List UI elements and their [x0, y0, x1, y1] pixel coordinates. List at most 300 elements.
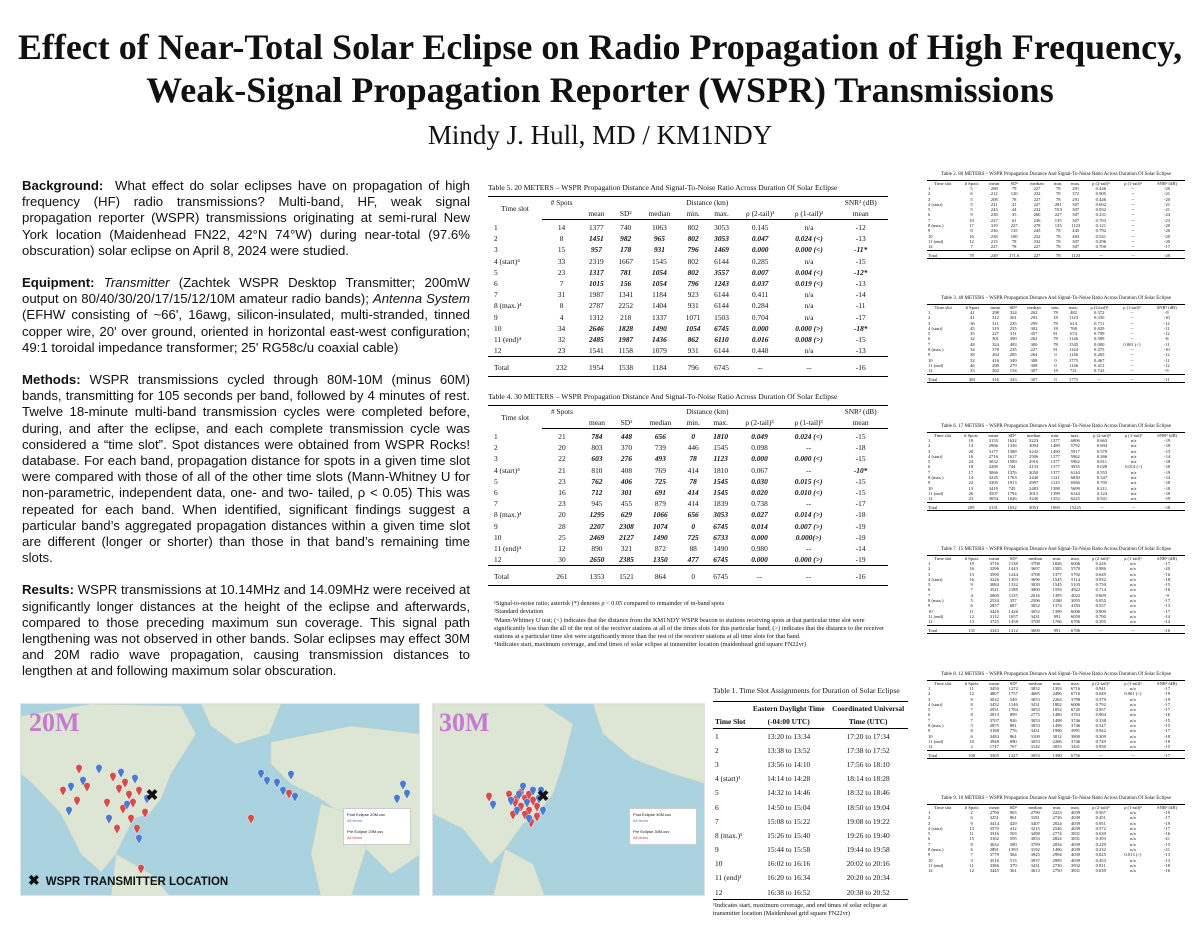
th-max: max.: [707, 208, 735, 220]
mini-cell: n/a: [1130, 686, 1136, 691]
table-cell: 15: [557, 245, 566, 255]
mini-cell: 483: [1009, 341, 1017, 347]
mini-header: SD²: [1004, 181, 1024, 187]
mini-cell: 0.932: [1095, 576, 1106, 582]
mini-header: SNR² (dB): [1148, 305, 1185, 311]
mini-cell: 78.5: [1054, 207, 1063, 213]
table-row: [488, 233, 888, 244]
mini-cell: 3: [928, 820, 931, 826]
table-row: [488, 554, 888, 566]
mini-cell: 3053: [1052, 744, 1062, 750]
mini-cell: 7: [928, 341, 931, 347]
table-cell: 0.014: [751, 521, 768, 531]
table-cell: 25: [558, 532, 566, 542]
table-cell: 0.000: [751, 245, 769, 255]
table-cell: 0.000: [751, 555, 768, 565]
mini-cell: 0.446: [1095, 196, 1107, 202]
mini-cell: 0.579: [1096, 448, 1108, 454]
mini-cell: 12: [969, 238, 974, 244]
mini-cell: 1374: [1052, 603, 1062, 609]
mini-cell: 0: [1047, 374, 1064, 382]
mini-cell: 34: [970, 347, 975, 353]
mini-cell: 1498: [1052, 717, 1062, 723]
mini-cell: 7: [970, 707, 973, 713]
table-cell: 1436: [652, 334, 667, 344]
table1-cell: 14:50 to 15:04: [767, 802, 811, 812]
mini-table-caption: Table 3. 40 METERS – WSPR Propagation Distance And Signal-To-Noise Ratio Across Duration Of Solar Eclipse: [940, 296, 1171, 301]
mini-cell: 0.049: [1095, 691, 1106, 697]
table-cell: 931: [687, 301, 699, 311]
mini-cell: 2496: [1052, 691, 1062, 697]
mini-cell: 3746: [1070, 723, 1081, 729]
mini-cell: 24: [968, 459, 974, 465]
mini-cell: 15: [969, 836, 974, 842]
table-cell: 0.016: [751, 334, 769, 344]
table-cell: 0.024 (<): [795, 234, 823, 244]
mini-cell: --: [1130, 315, 1134, 321]
table-cell: 1066: [652, 510, 668, 520]
table1-cell: 9: [715, 845, 719, 855]
mini-cell: 390: [1009, 336, 1017, 342]
mini-row: [927, 868, 1185, 873]
mini-cell: 6716: [1070, 691, 1081, 697]
mini-cell: 3763: [1070, 712, 1081, 718]
table-cell: Total: [488, 357, 542, 377]
mini-cell: 4039: [1070, 815, 1081, 821]
table-cell: 1810: [713, 432, 729, 441]
th-min: min.: [679, 208, 707, 220]
mini-cell: 1496: [1052, 847, 1062, 853]
mini-cell: n/a: [1130, 561, 1136, 566]
mini-cell: -13: [1163, 603, 1171, 609]
mini-cell: 17: [968, 469, 974, 475]
mini-cell: 7: [928, 717, 931, 723]
table-row: [488, 498, 888, 509]
table1-row: [713, 743, 908, 757]
table1-grid: [713, 701, 908, 900]
mini-cell: 2133: [1029, 464, 1039, 470]
table-cell: 1312: [588, 312, 604, 322]
mini-cell: 236: [1033, 217, 1041, 223]
table-cell: 0.000: [751, 323, 769, 333]
mini-cell: 2824: [1052, 820, 1062, 826]
table-cell: 6144: [714, 290, 729, 300]
mini-cell: 5792: [1070, 571, 1081, 577]
mini-cell: 1393: [1052, 686, 1062, 691]
mini-table-grid: [927, 680, 1185, 759]
mini-cell: 1593: [1052, 587, 1062, 593]
mini-cell: --: [1130, 310, 1134, 315]
mini-cell: n/a: [1130, 831, 1136, 837]
table-cell: 30: [558, 555, 566, 565]
table-cell: 9: [494, 312, 498, 322]
table-cell: -15: [855, 487, 866, 497]
mini-cell: 91: [1053, 347, 1058, 353]
mini-cell: 7: [970, 587, 973, 593]
mini-cell: --: [1131, 217, 1135, 223]
mini-cell: 2774: [1052, 831, 1062, 837]
mini-cell: 3296: [989, 566, 999, 572]
mini-cell: -17: [1149, 750, 1185, 758]
mini-cell: 3707: [989, 717, 999, 723]
mini-cell: 0.905: [1095, 191, 1107, 197]
th-timeslot: Time Slot: [713, 715, 749, 729]
table-cell: 23: [557, 346, 566, 356]
mini-cell: --: [1131, 233, 1135, 239]
mini-cell: 5: [970, 207, 973, 213]
table-cell: 2485: [588, 334, 604, 344]
mini-cell: --: [1131, 201, 1135, 207]
mini-cell: 1377: [1050, 459, 1060, 465]
mini-cell: 3: [928, 448, 931, 454]
mini-cell: 5103: [1070, 582, 1081, 588]
mini-cell: 3484: [989, 733, 999, 739]
mini-cell: 215: [990, 238, 998, 244]
table-cell: 12: [494, 555, 502, 565]
mini-cell: 1784: [1008, 707, 1018, 713]
mini-cell: 2266: [1052, 738, 1062, 744]
mini-cell: 0.705: [1096, 480, 1108, 486]
mini-cell: 11: [969, 862, 974, 868]
mini-cell: 687: [1009, 603, 1017, 609]
table-cell: 261: [542, 566, 582, 586]
table1-row: [713, 786, 908, 800]
mini-cell: 227: [1033, 186, 1041, 191]
mini-cell: 6006: [1070, 701, 1081, 707]
mini-cell: 10: [928, 857, 933, 863]
mini-cell: 11 (end): [928, 613, 944, 619]
table1-row: [713, 885, 908, 900]
mini-cell: 7: [970, 852, 973, 858]
table-cell: 414: [687, 487, 699, 497]
mini-total-row: [927, 374, 1185, 382]
mini-cell: 1138: [1008, 561, 1018, 566]
map-20m-canvas: [21, 704, 420, 896]
mini-cell: 6: [970, 603, 973, 609]
mini-cell: -14: [1163, 619, 1171, 625]
table-cell: 34: [557, 323, 566, 333]
mini-cell: -13: [1163, 852, 1171, 858]
mini-cell: 0.703: [1095, 217, 1107, 223]
mini-cell: 3948: [989, 738, 999, 744]
table1-cell: 20:38 to 20:52: [828, 885, 908, 900]
mini-cell: 1632: [1007, 438, 1017, 443]
mini-cell: --: [1117, 750, 1149, 758]
mini-cell: 1312: [1004, 625, 1022, 633]
mini-cell: 3932: [1070, 862, 1081, 868]
table1-cell: 16:38 to 16:52: [749, 885, 828, 900]
mini-cell: -9: [1164, 310, 1169, 315]
table-cell: 769: [654, 465, 666, 475]
table-cell: 1071: [685, 312, 701, 322]
mini-cell: 12: [928, 496, 933, 502]
mini-cell: 0.829: [1094, 325, 1105, 331]
table-cell: -15: [855, 432, 866, 441]
mini-header: Time slot: [927, 305, 959, 311]
table-cell: 414: [687, 465, 699, 475]
table-cell: 0: [691, 521, 696, 531]
mini-cell: 311: [1009, 331, 1017, 337]
table-cell: -15: [855, 256, 866, 266]
table-cell: 1545: [713, 487, 729, 497]
th-utc-sub: Time (UTC): [828, 715, 908, 729]
mini-cell: 776: [1009, 728, 1017, 734]
mini-cell: --: [1083, 374, 1116, 382]
table-cell: 1954: [581, 357, 611, 377]
mini-cell: 0.296: [1095, 238, 1107, 244]
table1-cell: 17:38 to 17:52: [846, 745, 890, 755]
mini-cell: 1393: [1008, 576, 1018, 582]
mini-cell: 0.750: [1095, 582, 1106, 588]
mini-header: ρ (2-tail)³: [1085, 556, 1117, 562]
mini-cell: 307: [1072, 217, 1080, 223]
mini-cell: 0.028: [1096, 464, 1108, 470]
mini-table: [927, 796, 1185, 874]
mini-cell: 8: [970, 701, 973, 707]
mini-cell: 7: [928, 841, 931, 847]
mini-header: SD²: [1004, 805, 1022, 811]
mini-header: # Spots: [959, 181, 985, 187]
mini-cell: n/a: [1130, 847, 1136, 853]
mini-cell: -14: [1164, 475, 1171, 481]
mini-cell: 0.467: [1094, 357, 1105, 363]
mini-cell: -18: [1149, 502, 1185, 510]
th-median: median: [640, 208, 679, 220]
mini-header: SD²: [1006, 305, 1021, 311]
mini-header: max.: [1064, 433, 1086, 439]
table-cell: 810: [591, 465, 603, 475]
legend-post-title: Post Eclipse 30M.csv: [633, 812, 672, 817]
mini-cell: --: [1130, 357, 1134, 363]
poster-title: Effect of Near-Total Solar Eclipse on Radio Propagation of High Frequency, Weak-Signal Propagation Reporter (WSPR) Transmissions: [17, 27, 1183, 110]
table1-cell: 18:50 to 19:04: [846, 802, 890, 812]
transmitter-x-icon: ✖: [145, 788, 159, 804]
table-cell: 6110: [714, 334, 729, 344]
mini-header: SNR² (dB): [1149, 681, 1185, 687]
table-cell: 0.980: [751, 543, 768, 553]
mini-cell: --: [1130, 331, 1134, 337]
th-sd: SD²: [612, 417, 641, 429]
table-cell: 33: [557, 256, 566, 266]
mini-cell: 78: [1011, 196, 1017, 202]
mini-cell: 16: [968, 453, 974, 459]
mini-cell: 6030: [1070, 475, 1080, 481]
mini-cell: 4 (start): [928, 576, 943, 582]
mini-cell: 4183: [1070, 603, 1081, 609]
footnote-4: ⁴Indicates start, maximum coverage, and end times of solar eclipse at transmitter location (maidenhead grid square FN22vr): [494, 641, 807, 649]
mini-cell: 1146: [1068, 336, 1079, 342]
mini-cell: 3708: [1030, 571, 1040, 577]
table-cell: -18: [855, 510, 866, 520]
table-cell: 414: [687, 499, 699, 509]
mini-cell: -19: [1164, 469, 1171, 475]
mini-cell: -19: [1163, 691, 1171, 697]
table-cell: 0.019 (<): [795, 278, 823, 288]
mini-cell: 3708: [1030, 561, 1040, 566]
mini-cell: 0.338: [1095, 717, 1106, 723]
mini-cell: --: [1130, 368, 1134, 374]
mini-table-caption: Table 2. 80 METERS – WSPR Propagation Distance And Signal-To-Noise Ratio Across Duration Of Solar Eclipse: [940, 172, 1171, 177]
mini-cell: 614: [1070, 320, 1077, 326]
table-cell: n/a: [804, 256, 814, 266]
mini-cell: 209: [958, 502, 983, 510]
mini-cell: 3: [970, 857, 973, 863]
mini-cell: 208: [990, 186, 998, 191]
mini-cell: 0.694: [1096, 443, 1108, 449]
mini-cell: 8 (max.): [928, 598, 944, 604]
mini-cell: 236: [990, 228, 998, 234]
mini-cell: 3725: [989, 619, 999, 625]
mini-cell: 2264: [1052, 696, 1062, 702]
th-mean: mean: [581, 208, 611, 220]
mini-cell: 3696: [1030, 576, 1040, 582]
mini-cell: 515: [1009, 857, 1017, 863]
mini-cell: 3799: [1030, 841, 1040, 847]
mini-cell: 3590: [989, 571, 999, 577]
table-cell: 12: [494, 346, 502, 356]
mini-cell: 3226: [989, 576, 999, 582]
mini-cell: 5570: [1070, 566, 1081, 572]
mini-cell: n/a: [1130, 733, 1136, 739]
table-cell: 0.007: [751, 267, 769, 277]
mini-cell: 503: [1009, 831, 1017, 837]
table-cell: 11 (end)⁴: [494, 334, 522, 344]
mini-cell: -11: [1163, 357, 1170, 363]
mini-cell: n/a: [1130, 598, 1136, 604]
table5-grid: [488, 196, 888, 377]
table1-cell: 16:02 to 16:16: [767, 859, 811, 869]
mini-header: min.: [1048, 805, 1066, 811]
mini-cell: -15: [1163, 717, 1171, 723]
mini-cell: 3: [928, 320, 931, 326]
mini-cell: 1763: [1007, 475, 1017, 481]
mini-header: median: [1024, 181, 1049, 187]
table-cell: 28: [558, 521, 566, 531]
mini-cell: 0.941: [1096, 496, 1108, 502]
table-cell: 6: [494, 487, 498, 497]
table1-cell: 19:44 to 19:58: [846, 845, 890, 855]
mini-cell: 227: [1010, 223, 1018, 229]
mini-cell: 0.792: [1095, 228, 1107, 234]
mini-cell: 5: [928, 459, 931, 465]
mini-cell: 1188: [1008, 587, 1018, 593]
mini-cell: 301: [992, 336, 999, 342]
results-text: WSPR transmissions at 10.14MHz and 14.09MHz were received at significantly longer distances at the height of the eclipse and afterwards, compared to those preceding maximum sun coverage. This signal path lengthening was not observed in other bands. Solar eclipses may effect 30M and 20M radio wave propagation, causing transmission distances to lengthen at and following maximum solar obscuration.: [22, 582, 470, 679]
table1-cell: 14:32 to 14:46: [767, 788, 811, 798]
mini-cell: 965: [1009, 810, 1017, 815]
table-cell: 31: [557, 290, 566, 300]
mini-cell: -8: [1164, 336, 1169, 342]
mini-cell: 0.446: [1095, 186, 1107, 191]
table-cell: 0.000: [751, 532, 768, 542]
table-cell: 1158: [618, 346, 633, 356]
mini-cell: 41: [970, 315, 975, 321]
table-cell: -12*: [853, 267, 868, 277]
mini-cell: 0.639: [1095, 868, 1106, 874]
mini-cell: -17: [1163, 825, 1171, 831]
mini-cell: 35: [1011, 212, 1017, 218]
mini-cell: 5: [970, 201, 973, 207]
table-cell: 1054: [685, 323, 701, 333]
mini-cell: 232: [1033, 238, 1041, 244]
table-cell: 20: [558, 443, 566, 453]
mini-cell: 0.957: [1095, 707, 1106, 713]
mini-cell: 0.700: [1095, 613, 1106, 619]
mini-cell: 13: [969, 825, 974, 831]
mini-cell: 5: [970, 723, 973, 729]
mini-cell: 78: [1055, 244, 1061, 250]
table-cell: 7: [559, 278, 564, 288]
legend-post-item: All items: [633, 818, 649, 823]
mini-cell: --: [1085, 250, 1117, 258]
mini-cell: 307: [1072, 212, 1080, 218]
table-cell: 781: [620, 267, 632, 277]
table-cell: 3: [494, 245, 498, 255]
table-cell: -10*: [853, 465, 868, 475]
table1-cell: 8 (max.)¹: [715, 830, 743, 840]
mini-cell: 10: [928, 733, 933, 739]
mini-header: min.: [1048, 681, 1066, 687]
mini-cell: 1052: [1052, 707, 1062, 713]
table-cell: 6745: [707, 357, 735, 377]
mini-cell: 0.000: [1094, 341, 1105, 347]
mini-cell: 2824: [1052, 836, 1062, 842]
mini-cell: 4039: [1070, 810, 1081, 815]
mini-cell: -17: [1163, 598, 1171, 604]
mini-cell: n/a: [1130, 496, 1137, 502]
table-cell: 1490: [713, 543, 729, 553]
mini-cell: n/a: [1130, 728, 1136, 734]
table-cell: 21: [558, 465, 566, 475]
table-cell: 0.027: [751, 510, 768, 520]
table-cell: 276: [620, 454, 633, 464]
mini-table-caption: Table 9. 10 METERS – WSPR Propagation Distance And Signal-To-Noise Ratio Across Duration Of Solar Eclipse: [940, 796, 1171, 801]
table-cell: --: [806, 443, 812, 453]
mini-cell: 3779: [989, 852, 999, 858]
mini-cell: -20: [1163, 228, 1171, 234]
mini-cell: 0.013 (>): [1124, 852, 1142, 858]
mini-cell: 0.451: [1095, 815, 1106, 821]
mini-cell: 19: [969, 561, 974, 566]
table-cell: 0.448: [751, 346, 769, 356]
table-cell: 301: [620, 487, 633, 497]
table-cell: 890: [591, 543, 603, 553]
table-row: [488, 220, 888, 234]
mini-cell: 3507: [988, 490, 998, 496]
mini-cell: -15: [1164, 448, 1171, 454]
mini-cell: 3155: [988, 438, 998, 443]
mini-table: [927, 424, 1185, 511]
mini-cell: --: [1085, 625, 1117, 633]
mini-cell: 79: [1011, 186, 1017, 191]
mini-cell: 3100: [1030, 733, 1040, 739]
mini-header: Time slot: [927, 181, 959, 187]
th-utc: Coordinated Universal: [828, 702, 908, 716]
mini-header: # Spots: [959, 681, 985, 687]
mini-cell: 12: [969, 613, 974, 619]
map-20m-legend: [343, 808, 411, 845]
equipment-heading: Equipment:: [22, 275, 95, 291]
mini-cell: 1426: [1008, 608, 1018, 614]
mini-cell: --: [1131, 223, 1135, 229]
table1-row: [713, 871, 908, 885]
mini-cell: n/a: [1130, 469, 1137, 475]
mini-cell: n/a: [1130, 443, 1137, 449]
table-cell: 156: [620, 278, 632, 288]
table-cell: 864: [641, 566, 680, 586]
mini-header: SNR² (dB): [1149, 556, 1185, 562]
mini-cell: --: [1130, 347, 1134, 353]
